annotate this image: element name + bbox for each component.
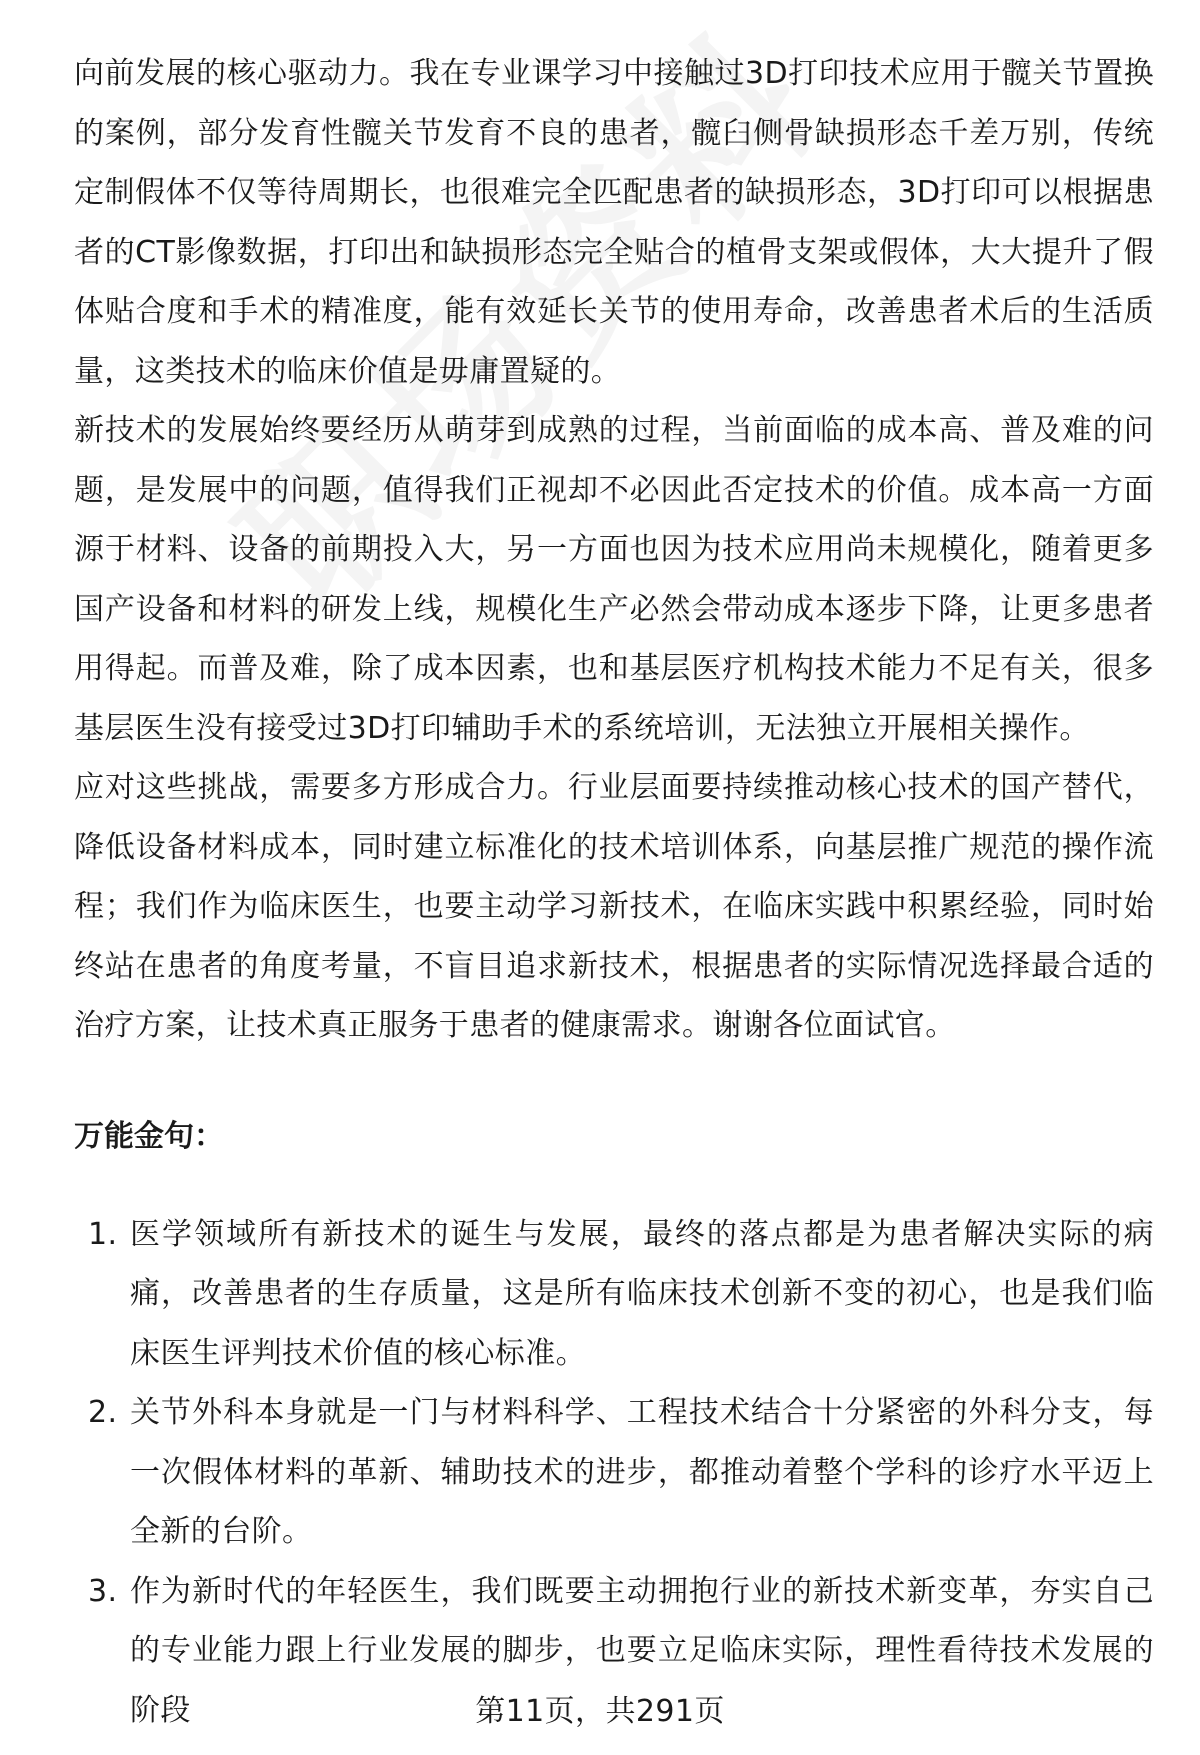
section-heading: 万能金句： — [74, 1118, 224, 1154]
paragraph-3: 应对这些挑战，需要多方形成合力。行业层面要持续推动核心技术的国产替代，降低设备材料成本，同时建立标准化的技术培训体系，向基层推广规范的操作流程；我们作为临床医生，也要主动学习新技术，在临床实践中积累经验，同时始终站在患者的角度考量，不盲目追求新技术，根据患者的实际情况选择最合适的治疗方案，让技术真正服务于患者的健康需求。谢谢各位面试官。 — [74, 770, 1154, 1043]
paragraph-2: 新技术的发展始终要经历从萌芽到成熟的过程，当前面临的成本高、普及难的问题，是发展中的问题，值得我们正视却不必因此否定技术的价值。成本高一方面源于材料、设备的前期投入大，另一方面也因为技术应用尚未规模化，随着更多国产设备和材料的研发上线，规模化生产必然会带动成本逐步下降，让更多患者用得起。而普及难，除了成本因素，也和基层医疗机构技术能力不足有关，很多基层医生没有接受过3D打印辅助手术的系统培训，无法独立开展相关操作。 — [74, 413, 1154, 746]
list-number: 1. — [88, 1216, 118, 1252]
page-number: 第11页，共291页 — [475, 1694, 725, 1729]
list-text: 关节外科本身就是一门与材料科学、工程技术结合十分紧密的外科分支，每一次假体材料的革新、辅助技术的进步，都推动着整个学科的诊疗水平迈上全新的台阶。 — [130, 1395, 1154, 1549]
list-text: 作为新时代的年轻医生，我们既要主动拥抱行业的新技术新变革，夯实自己的专业能力跟上行业发展的脚步，也要立足临床实际，理性看待技术发展的阶段 — [130, 1573, 1154, 1728]
document-body — [74, 44, 1154, 1740]
list-text: 医学领域所有新技术的诞生与发展，最终的落点都是为患者解决实际的病痛，改善患者的生存质量，这是所有临床技术创新不变的初心，也是我们临床医生评判技术价值的核心标准。 — [130, 1216, 1154, 1371]
golden-sentence-list — [74, 1205, 1154, 1741]
list-number: 2. — [88, 1395, 118, 1430]
paragraph-1: 向前发展的核心驱动力。我在专业课学习中接触过3D打印技术应用于髋关节置换的案例，部分发育性髋关节发育不良的患者，髋臼侧骨缺损形态千差万别，传统定制假体不仅等待周期长，也很难完全匹配患者的缺损形态，3D打印可以根据患者的CT影像数据，打印出和缺损形态完全贴合的植骨支架或假体，大大提升了假体贴合度和手术的精准度，能有效延长关节的使用寿命，改善患者术后的生活质量，这类技术的临床价值是毋庸置疑的。 — [74, 56, 1154, 389]
list-item — [74, 1383, 1154, 1562]
list-item — [74, 1205, 1154, 1384]
list-number: 3. — [88, 1573, 118, 1609]
